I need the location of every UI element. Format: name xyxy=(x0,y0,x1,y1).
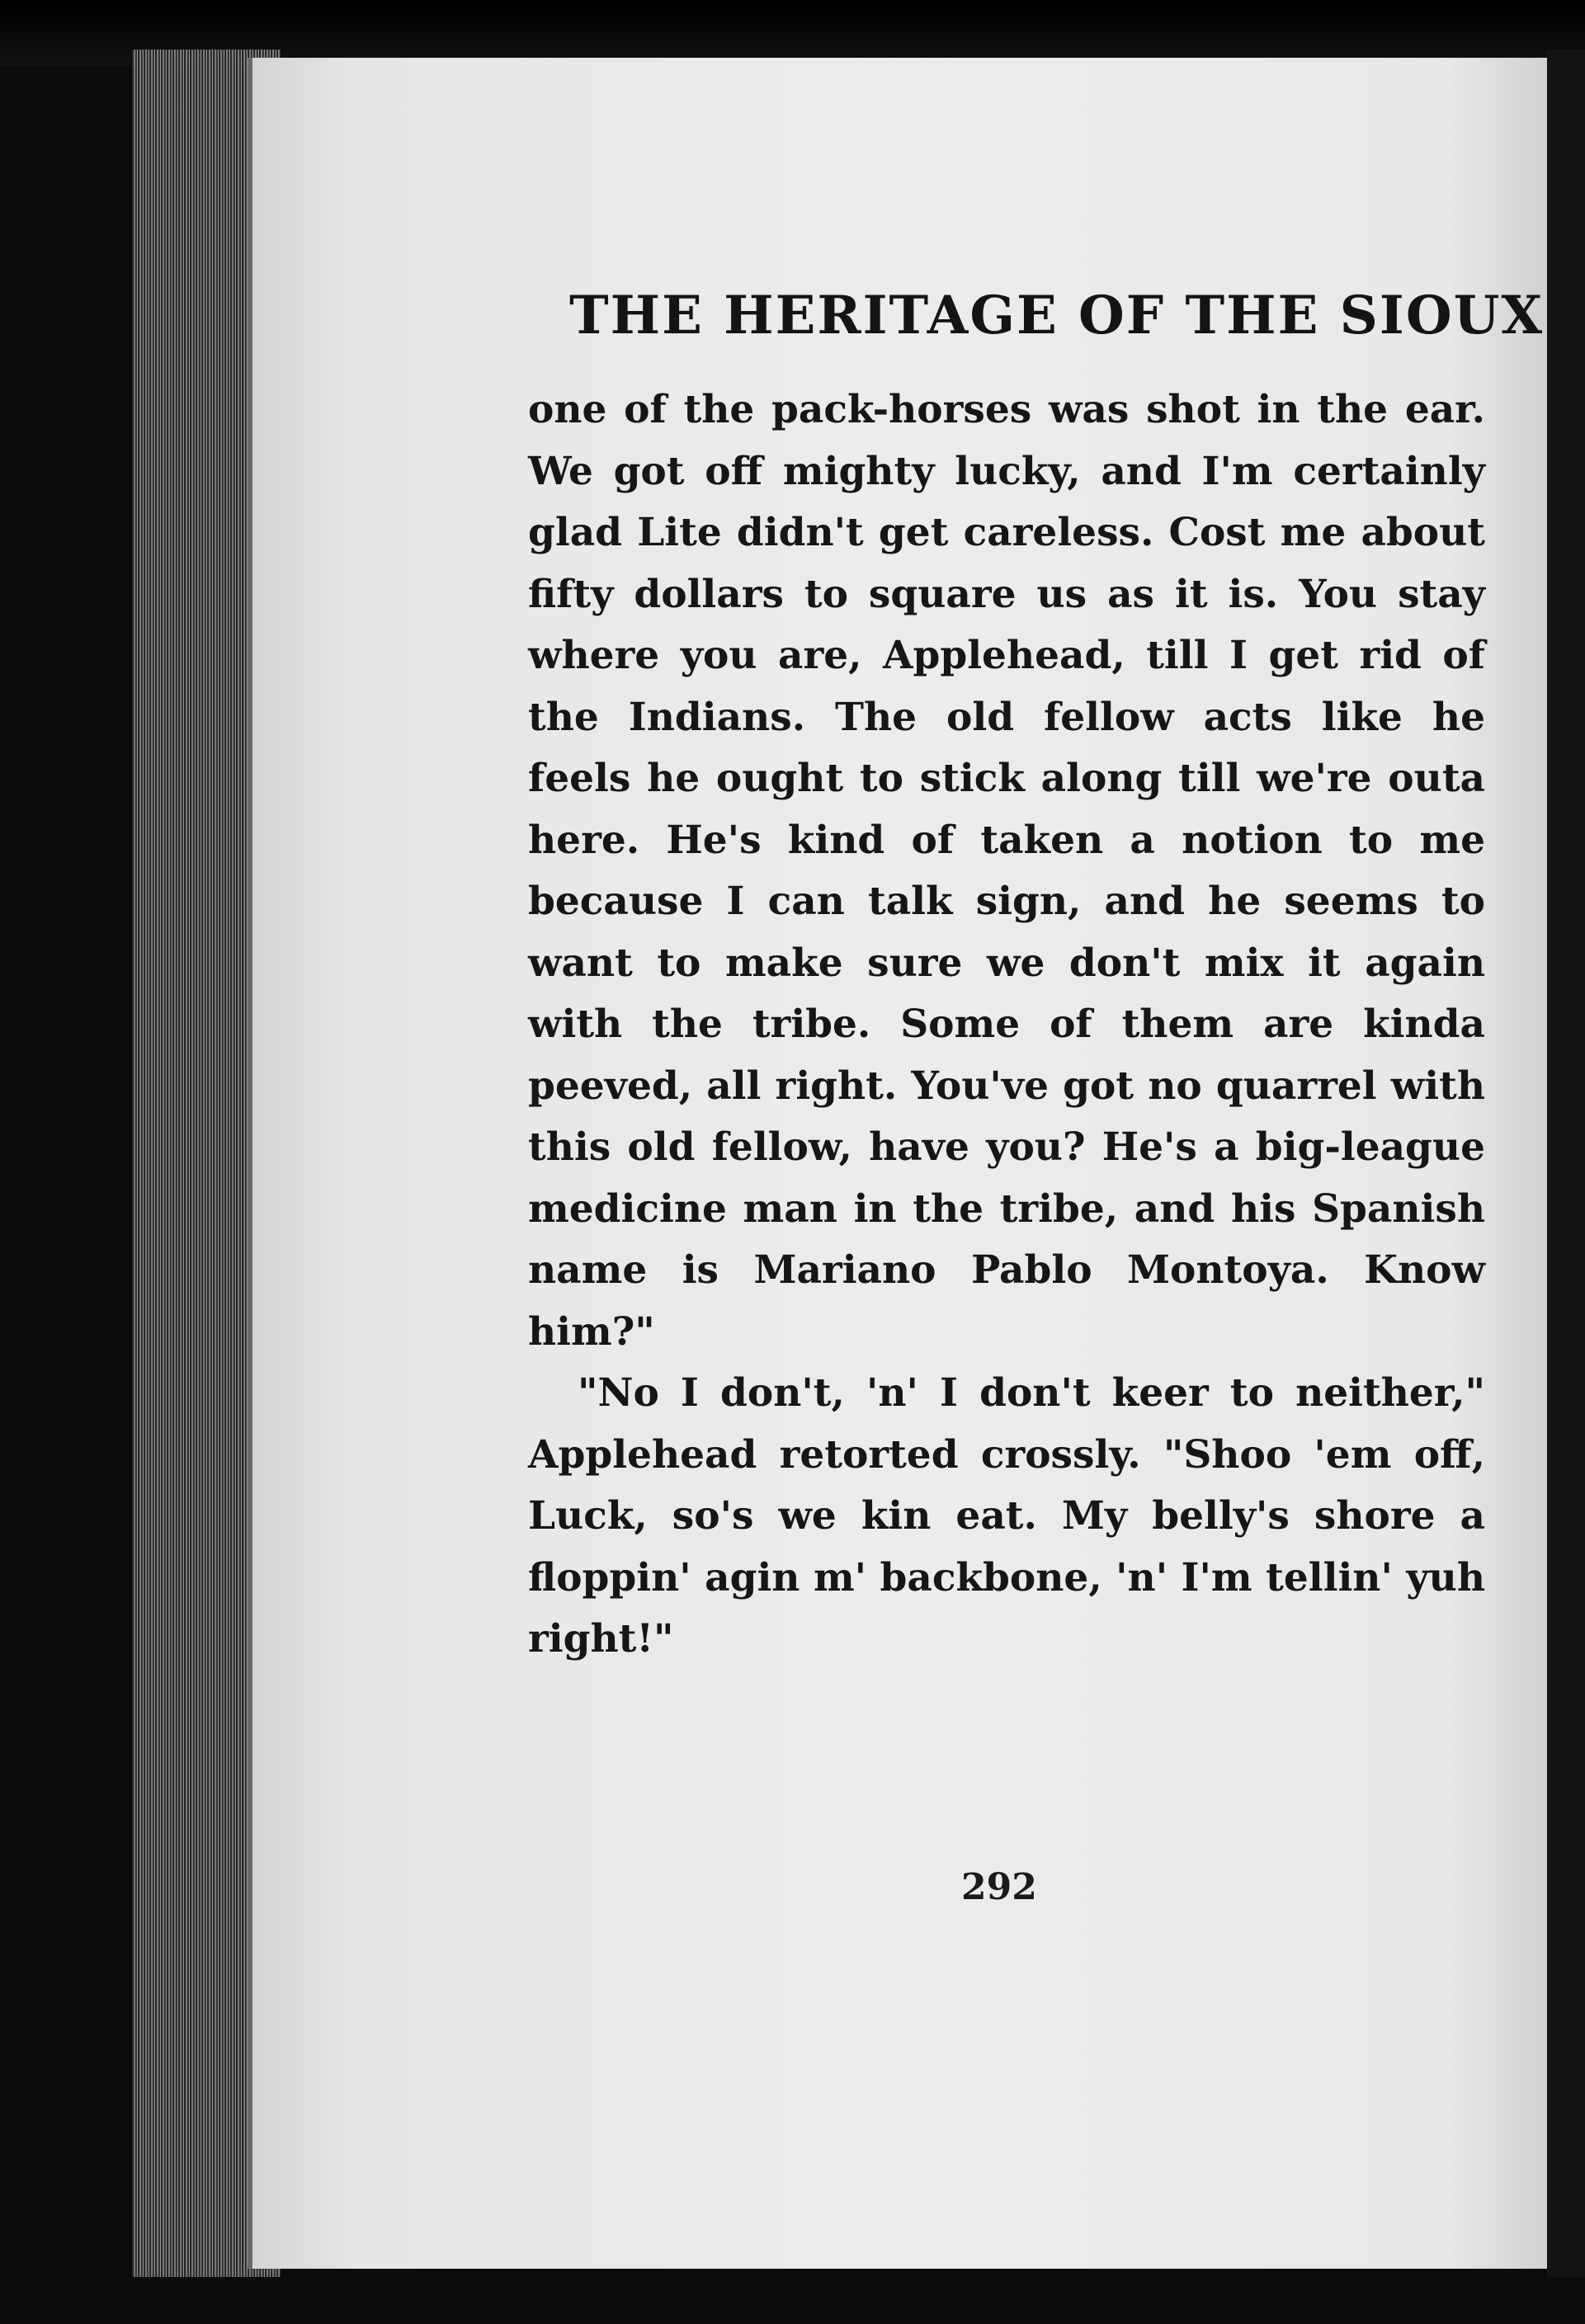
page-number: 292 xyxy=(961,1866,1037,1908)
right-edge xyxy=(1547,49,1585,2277)
paragraph: "No I don't, 'n' I don't keer to neither," Applehead retorted crossly. "Shoo 'em off, Luck, so's we kin eat. My belly's shore a floppin' agin m' backbone, 'n' I'm tellin' yuh right!" xyxy=(528,1370,1485,1662)
paragraph: one of the pack-horses was shot in the ear. We got off mighty lucky, and I'm certainly glad Lite didn't get careless. Cost me about fifty dollars to square us as it is. You stay where you are, Applehead, till I get rid of the Indians. The old fellow acts like he feels he ought to stick along till we're outa here. He's kind of taken a notion to me because I can talk sign, and he seems to want to make sure we don't mix it again with the tribe. Some of them are kinda peeved, all right. You've got no quarrel with this old fellow, have you? He's a big-league medicine man in the tribe, and his Spanish name is Mariano Pablo Montoya. Know him?" xyxy=(528,387,1485,1355)
body-text xyxy=(528,379,1485,1671)
running-head: THE HERITAGE OF THE SIOUX xyxy=(569,285,1545,346)
